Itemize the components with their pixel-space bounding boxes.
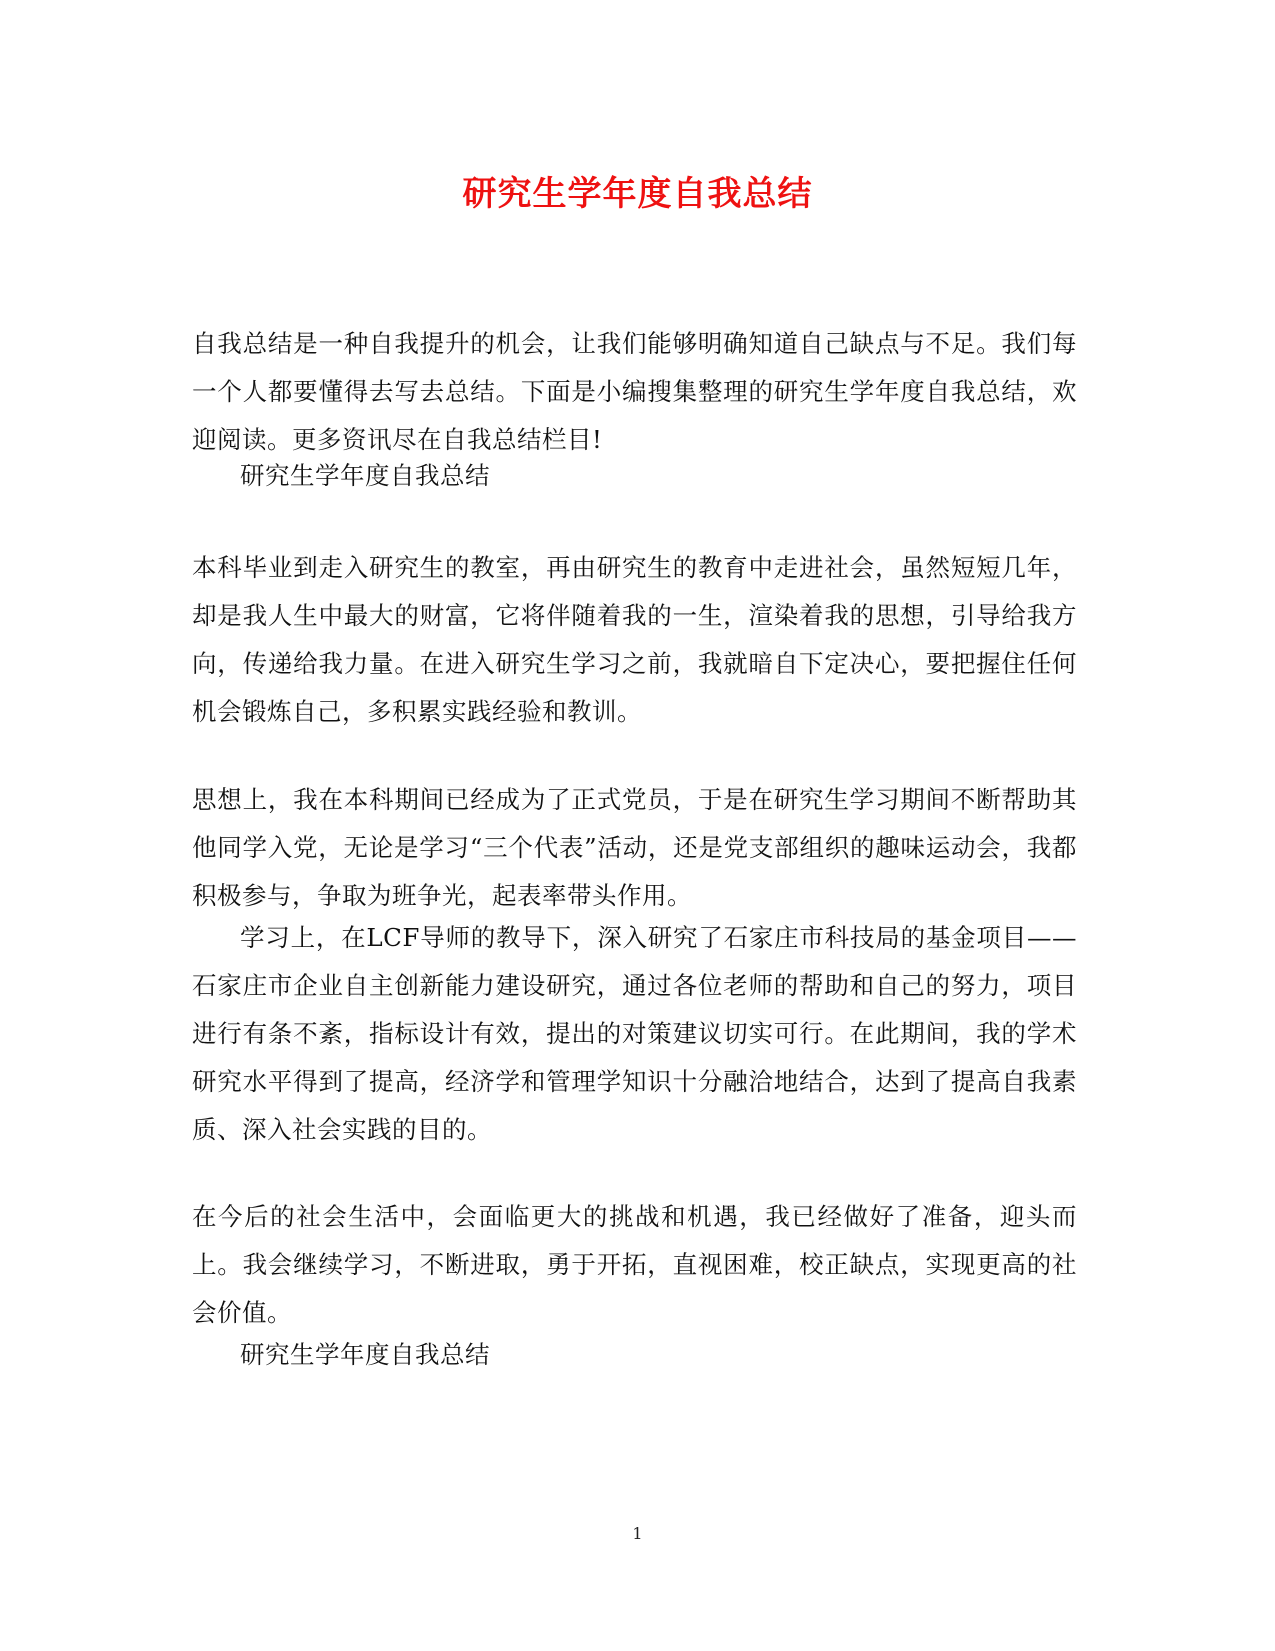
body-paragraph-1: 本科毕业到走入研究生的教室，再由研究生的教育中走进社会，虽然短短几年，却是我人生中最大的财富，它将伴随着我的一生，渲染着我的思想，引导给我方向，传递给我力量。在进入研究生学习之前，我就暗自下定决心，要把握住任何机会锻炼自己，多积累实践经验和教训。 xyxy=(192,553,1077,726)
document-title: 研究生学年度自我总结 xyxy=(462,174,813,214)
body-paragraph-3: 学习上，在LCF导师的教导下，深入研究了石家庄市科技局的基金项目——石家庄市企业自主创新能力建设研究，通过各位老师的帮助和自己的努力，项目进行有条不紊，指标设计有效，提出的对策建议切实可行。在此期间，我的学术研究水平得到了提高，经济学和管理学知识十分融洽地结合，达到了提高自我素质、深入社会实践的目的。 xyxy=(192,923,1077,1144)
intro-paragraph: 自我总结是一种自我提升的机会，让我们能够明确知道自己缺点与不足。我们每一个人都要懂得去写去总结。下面是小编搜集整理的研究生学年度自我总结，欢迎阅读。更多资讯尽在自我总结栏目! xyxy=(192,329,1077,454)
body-paragraph-4: 在今后的社会生活中，会面临更大的挑战和机遇，我已经做好了准备，迎头而上。我会继续学习，不断进取，勇于开拓，直视困难，校正缺点，实现更高的社会价值。 xyxy=(192,1202,1077,1327)
subheading: 研究生学年度自我总结 xyxy=(240,461,490,490)
subheading: 研究生学年度自我总结 xyxy=(240,1340,490,1369)
page-number: 1 xyxy=(632,1524,643,1543)
body-paragraph-2: 思想上，我在本科期间已经成为了正式党员，于是在研究生学习期间不断帮助其他同学入党，无论是学习“三个代表”活动，还是党支部组织的趣味运动会，我都积极参与，争取为班争光，起表率带头作用。 xyxy=(192,785,1077,910)
